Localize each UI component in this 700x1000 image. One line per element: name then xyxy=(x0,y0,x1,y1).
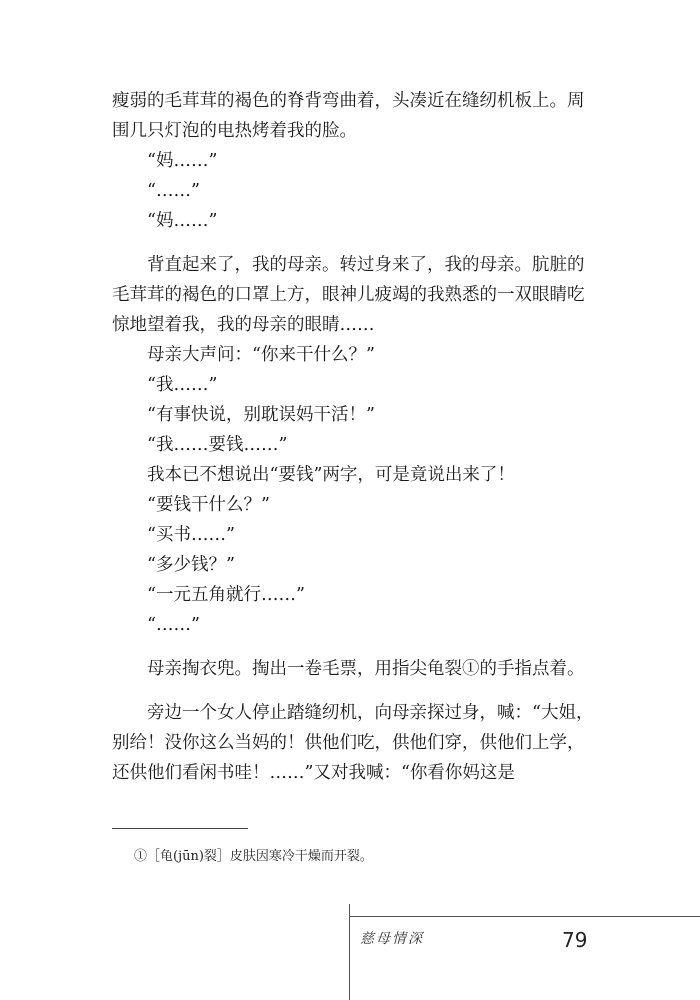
paragraph-10: 我本已不想说出“要钱”两字，可是竟说出来了！ xyxy=(147,465,515,485)
paragraph-8: “有事快说，别耽误妈干活！” xyxy=(147,405,375,425)
paragraph-7: “我……” xyxy=(147,375,218,395)
footer-horizontal-rule xyxy=(349,916,700,917)
running-title: 慈母情深 xyxy=(360,931,424,947)
paragraph-15: “……” xyxy=(147,615,200,635)
body-text xyxy=(112,86,594,788)
footnote: ①［龟(jūn)裂］皮肤因寒冷干燥而开裂。 xyxy=(134,849,373,864)
paragraph-5: 背直起来了，我的母亲。转过身来了，我的母亲。肮脏的毛茸茸的褐色的口罩上方，眼神儿疲竭的我熟悉的一双眼睛吃惊地望着我，我的母亲的眼睛…… xyxy=(112,255,585,335)
paragraph-1: 瘦弱的毛茸茸的褐色的脊背弯曲着，头凑近在缝纫机板上。周围几只灯泡的电热烤着我的脸。 xyxy=(112,91,585,141)
paragraph-17: 旁边一个女人停止踏缝纫机，向母亲探过身，喊：“大姐，别给！没你这么当妈的！供他们吃，供他们穿，供他们上学，还供他们看闲书哇！……”又对我喊：“你看你妈这是 xyxy=(112,703,594,783)
paragraph-14: “一元五角就行……” xyxy=(147,585,305,605)
paragraph-4: “妈……” xyxy=(147,211,218,231)
paragraph-3: “……” xyxy=(147,181,200,201)
paragraph-16: 母亲掏衣兜。掏出一卷毛票，用指尖龟裂①的手指点着。 xyxy=(147,659,585,679)
footnote-divider xyxy=(112,828,248,829)
paragraph-6: 母亲大声问：“你来干什么？” xyxy=(147,345,375,365)
paragraph-13: “多少钱？” xyxy=(147,555,235,575)
paragraph-12: “买书……” xyxy=(147,525,235,545)
paragraph-9: “我……要钱……” xyxy=(147,435,288,455)
paragraph-2: “妈……” xyxy=(147,151,218,171)
paragraph-11: “要钱干什么？” xyxy=(147,495,270,515)
footer-vertical-rule xyxy=(349,904,350,1000)
page-number: 79 xyxy=(562,928,588,952)
